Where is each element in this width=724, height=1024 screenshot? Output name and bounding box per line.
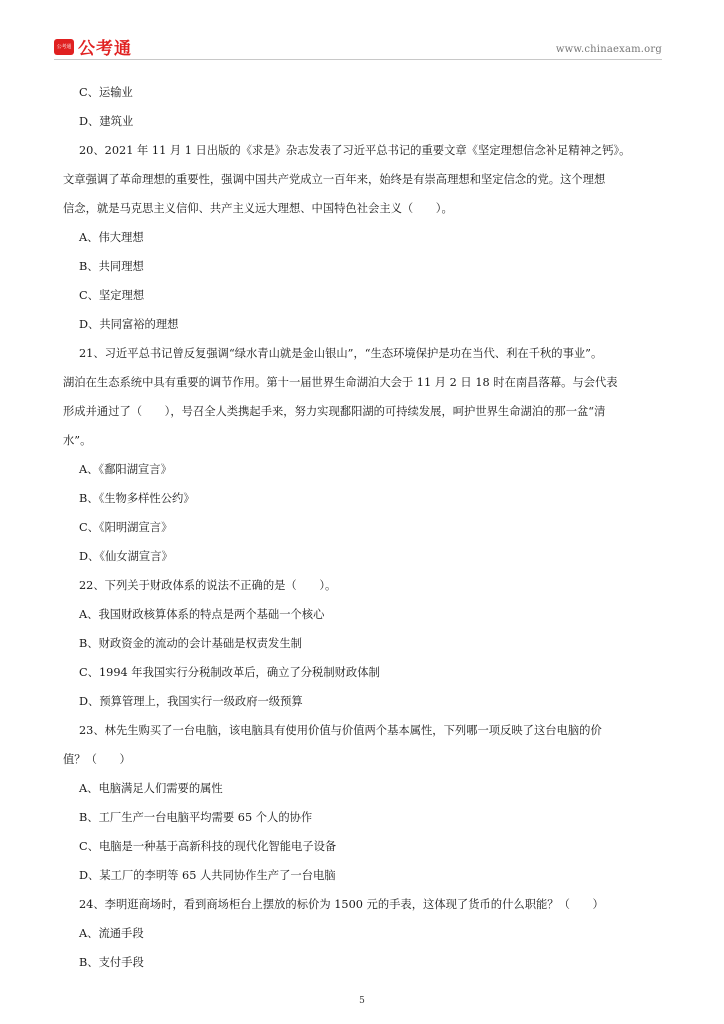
option-line: B、工厂生产一台电脑平均需要 65 个人的协作 <box>79 811 313 824</box>
option-line: A、《鄱阳湖宣言》 <box>79 463 172 476</box>
option-line: A、我国财政核算体系的特点是两个基础一个核心 <box>79 608 325 621</box>
question-21-line: 形成并通过了（ ），号召全人类携起手来，努力实现鄱阳湖的可持续发展，呵护世界生命湖泊的那一盆“清 <box>63 405 606 418</box>
question-24-line: 24、李明逛商场时，看到商场柜台上摆放的标价为 1500 元的手表，这体现了货币的什么职能？（ ） <box>79 898 604 911</box>
option-line: A、电脑满足人们需要的属性 <box>79 782 223 795</box>
question-22-line: 22、下列关于财政体系的说法不正确的是（ ）。 <box>79 579 337 592</box>
logo <box>54 34 132 59</box>
header-divider <box>54 59 662 60</box>
question-20-line: 20、2021 年 11 月 1 日出版的《求是》杂志发表了习近平总书记的重要文章《坚定理想信念补足精神之钙》。 <box>79 144 631 157</box>
option-line: C、坚定理想 <box>79 289 145 302</box>
option-line: A、伟大理想 <box>79 231 144 244</box>
option-line: B、支付手段 <box>79 956 144 969</box>
option-line: C、《阳明湖宣言》 <box>79 521 173 534</box>
question-23-line: 值？（ ） <box>63 753 131 766</box>
logo-badge: 公考通 <box>54 39 74 55</box>
question-20-line: 信念，就是马克思主义信仰、共产主义远大理想、中国特色社会主义（ ）。 <box>63 202 453 215</box>
question-21-line: 水”。 <box>63 434 92 447</box>
option-line: C、电脑是一种基于高新科技的现代化智能电子设备 <box>79 840 337 853</box>
option-line: D、某工厂的李明等 65 人共同协作生产了一台电脑 <box>79 869 336 882</box>
page-header <box>0 0 724 62</box>
logo-text: 公考通 <box>78 39 132 59</box>
question-23-line: 23、林先生购买了一台电脑，该电脑具有使用价值与价值两个基本属性，下列哪一项反映了这台电脑的价 <box>79 724 602 737</box>
option-line: D、共同富裕的理想 <box>79 318 179 331</box>
option-line: C、运输业 <box>79 86 133 99</box>
option-line: A、流通手段 <box>79 927 144 940</box>
option-line: B、《生物多样性公约》 <box>79 492 195 505</box>
option-line: B、财政资金的流动的会计基础是权责发生制 <box>79 637 302 650</box>
option-line: B、共同理想 <box>79 260 144 273</box>
question-21-line: 21、习近平总书记曾反复强调“绿水青山就是金山银山”，“生态环境保护是功在当代、利在千秋的事业”。 <box>79 347 603 360</box>
document-body <box>63 78 668 977</box>
option-line: C、1994 年我国实行分税制改革后，确立了分税制财政体制 <box>79 666 380 679</box>
question-21-line: 湖泊在生态系统中具有重要的调节作用。第十一届世界生命湖泊大会于 11 月 2 日 18 时在南昌落幕。与会代表 <box>63 376 618 389</box>
page-number: 5 <box>359 996 365 1006</box>
option-line: D、《仙女湖宣言》 <box>79 550 173 563</box>
option-line: D、预算管理上，我国实行一级政府一级预算 <box>79 695 303 708</box>
question-20-line: 文章强调了革命理想的重要性，强调中国共产党成立一百年来，始终是有崇高理想和坚定信念的党。这个理想 <box>63 173 606 186</box>
site-url: www.chinaexam.org <box>555 44 662 55</box>
option-line: D、建筑业 <box>79 115 134 128</box>
